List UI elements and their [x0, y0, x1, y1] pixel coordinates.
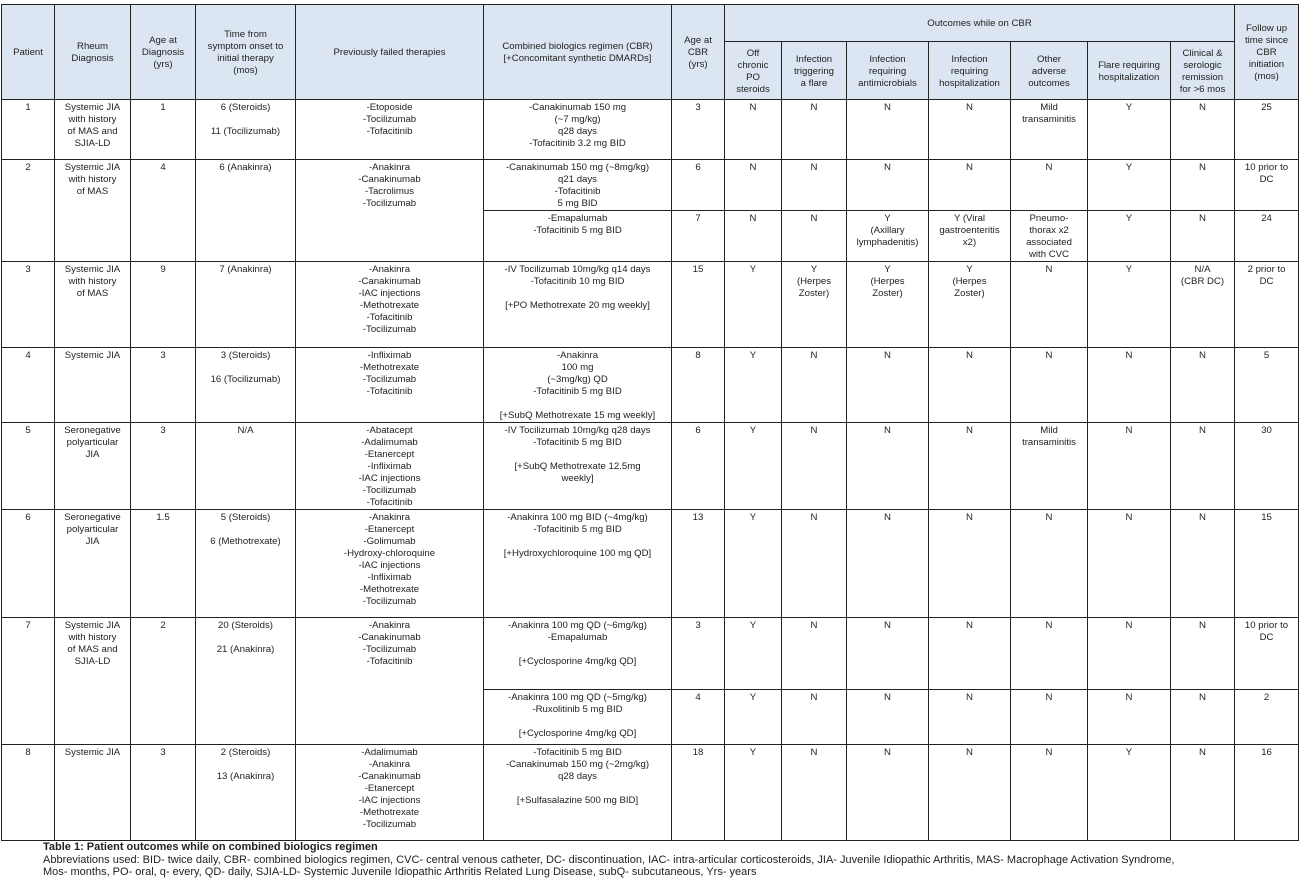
- remission-cell: N: [1171, 690, 1235, 745]
- infection-antimicrobials-cell: N: [847, 690, 929, 745]
- off-steroids-cell: Y: [725, 348, 782, 423]
- follow-up-cell: 30: [1235, 423, 1299, 510]
- infection-antimicrobials-cell: N: [847, 618, 929, 690]
- infection-flare-cell: N: [782, 348, 847, 423]
- infection-flare-cell: N: [782, 745, 847, 841]
- previously-failed-cell: -Etoposide -Tocilizumab -Tofacitinib: [296, 100, 484, 160]
- patient-number-cell: 8: [2, 745, 55, 841]
- other-adverse-cell: N: [1011, 745, 1088, 841]
- infection-antimicrobials-cell: N: [847, 423, 929, 510]
- age-at-diagnosis-cell: 4: [131, 160, 196, 262]
- age-at-cbr-cell: 15: [672, 262, 725, 348]
- header-infection-antimicrobials: Infection requiring antimicrobials: [847, 42, 929, 100]
- infection-antimicrobials-cell: N: [847, 160, 929, 211]
- patient-number-cell: 1: [2, 100, 55, 160]
- patient-number-cell: 6: [2, 510, 55, 618]
- flare-hospitalization-cell: Y: [1088, 262, 1171, 348]
- age-at-cbr-cell: 7: [672, 211, 725, 262]
- infection-flare-cell: Y (Herpes Zoster): [782, 262, 847, 348]
- infection-flare-cell: N: [782, 690, 847, 745]
- infection-flare-cell: N: [782, 618, 847, 690]
- header-cbr: Combined biologics regimen (CBR) [+Concomitant synthetic DMARDs]: [484, 5, 672, 100]
- time-to-therapy-cell: 5 (Steroids) 6 (Methotrexate): [196, 510, 296, 618]
- rheum-diagnosis-cell: Seronegative polyarticular JIA: [55, 510, 131, 618]
- follow-up-cell: 5: [1235, 348, 1299, 423]
- flare-hospitalization-cell: Y: [1088, 160, 1171, 211]
- follow-up-cell: 24: [1235, 211, 1299, 262]
- previously-failed-cell: -Anakinra -Canakinumab -Tocilizumab -Tofacitinib: [296, 618, 484, 745]
- previously-failed-cell: -Abatacept -Adalimumab -Etanercept -Infliximab -IAC injections -Tocilizumab -Tofacitinib: [296, 423, 484, 510]
- infection-hospitalization-cell: N: [929, 423, 1011, 510]
- infection-hospitalization-cell: N: [929, 618, 1011, 690]
- time-to-therapy-cell: 20 (Steroids) 21 (Anakinra): [196, 618, 296, 745]
- age-at-diagnosis-cell: 9: [131, 262, 196, 348]
- infection-flare-cell: N: [782, 211, 847, 262]
- infection-flare-cell: N: [782, 510, 847, 618]
- header-infection-hospitalization: Infection requiring hospitalization: [929, 42, 1011, 100]
- cbr-regimen-cell: -Emapalumab -Tofacitinib 5 mg BID: [484, 211, 672, 262]
- remission-cell: N: [1171, 745, 1235, 841]
- remission-cell: N: [1171, 211, 1235, 262]
- infection-antimicrobials-cell: N: [847, 510, 929, 618]
- table-row: [2, 423, 1299, 510]
- time-to-therapy-cell: 6 (Steroids) 11 (Tocilizumab): [196, 100, 296, 160]
- table-row: [2, 160, 1299, 211]
- header-other-adverse: Other adverse outcomes: [1011, 42, 1088, 100]
- other-adverse-cell: Pneumo- thorax x2 associated with CVC: [1011, 211, 1088, 262]
- header-follow-up: Follow up time since CBR initiation (mos): [1235, 5, 1299, 100]
- cbr-regimen-cell: -IV Tocilizumab 10mg/kg q28 days -Tofacitinib 5 mg BID [+SubQ Methotrexate 12.5mg weekly]: [484, 423, 672, 510]
- rheum-diagnosis-cell: Systemic JIA with history of MAS: [55, 160, 131, 262]
- header-remission: Clinical & serologic remission for >6 mos: [1171, 42, 1235, 100]
- rheum-diagnosis-cell: Systemic JIA with history of MAS: [55, 262, 131, 348]
- previously-failed-cell: -Anakinra -Canakinumab -IAC injections -Methotrexate -Tofacitinib -Tocilizumab: [296, 262, 484, 348]
- remission-cell: N: [1171, 348, 1235, 423]
- off-steroids-cell: Y: [725, 262, 782, 348]
- other-adverse-cell: Mild transaminitis: [1011, 100, 1088, 160]
- flare-hospitalization-cell: N: [1088, 348, 1171, 423]
- off-steroids-cell: Y: [725, 690, 782, 745]
- infection-flare-cell: N: [782, 160, 847, 211]
- remission-cell: N: [1171, 618, 1235, 690]
- infection-hospitalization-cell: Y (Herpes Zoster): [929, 262, 1011, 348]
- age-at-diagnosis-cell: 1: [131, 100, 196, 160]
- header-age-at-diagnosis: Age at Diagnosis (yrs): [131, 5, 196, 100]
- cbr-regimen-cell: -Anakinra 100 mg QD (~5mg/kg) -Ruxolitinib 5 mg BID [+Cyclosporine 4mg/kg QD]: [484, 690, 672, 745]
- off-steroids-cell: Y: [725, 745, 782, 841]
- off-steroids-cell: Y: [725, 618, 782, 690]
- remission-cell: N: [1171, 100, 1235, 160]
- previously-failed-cell: -Anakinra -Etanercept -Golimumab -Hydroxy-chloroquine -IAC injections -Infliximab -Methotrexate -Tocilizumab: [296, 510, 484, 618]
- header-patient: Patient: [2, 5, 55, 100]
- header-rheum-diagnosis: Rheum Diagnosis: [55, 5, 131, 100]
- table-row: [2, 745, 1299, 841]
- table-row: [2, 618, 1299, 690]
- infection-hospitalization-cell: N: [929, 160, 1011, 211]
- flare-hospitalization-cell: N: [1088, 618, 1171, 690]
- flare-hospitalization-cell: N: [1088, 423, 1171, 510]
- age-at-diagnosis-cell: 3: [131, 423, 196, 510]
- age-at-cbr-cell: 3: [672, 618, 725, 690]
- time-to-therapy-cell: 7 (Anakinra): [196, 262, 296, 348]
- header-infection-flare: Infection triggering a flare: [782, 42, 847, 100]
- cbr-regimen-cell: -Tofacitinib 5 mg BID -Canakinumab 150 mg (~2mg/kg) q28 days [+Sulfasalazine 500 mg BID]: [484, 745, 672, 841]
- infection-hospitalization-cell: N: [929, 100, 1011, 160]
- infection-flare-cell: N: [782, 423, 847, 510]
- infection-hospitalization-cell: N: [929, 745, 1011, 841]
- time-to-therapy-cell: 2 (Steroids) 13 (Anakinra): [196, 745, 296, 841]
- flare-hospitalization-cell: N: [1088, 690, 1171, 745]
- time-to-therapy-cell: 3 (Steroids) 16 (Tocilizumab): [196, 348, 296, 423]
- infection-hospitalization-cell: N: [929, 348, 1011, 423]
- age-at-cbr-cell: 18: [672, 745, 725, 841]
- patient-number-cell: 7: [2, 618, 55, 745]
- remission-cell: N: [1171, 510, 1235, 618]
- table-row: [2, 510, 1299, 618]
- off-steroids-cell: Y: [725, 510, 782, 618]
- other-adverse-cell: N: [1011, 348, 1088, 423]
- remission-cell: N/A (CBR DC): [1171, 262, 1235, 348]
- cbr-regimen-cell: -Canakinumab 150 mg (~7 mg/kg) q28 days -Tofacitinib 3.2 mg BID: [484, 100, 672, 160]
- table-row: [2, 262, 1299, 348]
- cbr-regimen-cell: -Anakinra 100 mg (~3mg/kg) QD -Tofacitinib 5 mg BID [+SubQ Methotrexate 15 mg weekly]: [484, 348, 672, 423]
- remission-cell: N: [1171, 160, 1235, 211]
- other-adverse-cell: Mild transaminitis: [1011, 423, 1088, 510]
- age-at-diagnosis-cell: 1.5: [131, 510, 196, 618]
- age-at-diagnosis-cell: 2: [131, 618, 196, 745]
- infection-flare-cell: N: [782, 100, 847, 160]
- previously-failed-cell: -Anakinra -Canakinumab -Tacrolimus -Tocilizumab: [296, 160, 484, 262]
- previously-failed-cell: -Adalimumab -Anakinra -Canakinumab -Etanercept -IAC injections -Methotrexate -Tocilizumab: [296, 745, 484, 841]
- table-caption: [43, 841, 1300, 879]
- header-flare-hospitalization: Flare requiring hospitalization: [1088, 42, 1171, 100]
- flare-hospitalization-cell: N: [1088, 510, 1171, 618]
- patient-number-cell: 4: [2, 348, 55, 423]
- age-at-diagnosis-cell: 3: [131, 745, 196, 841]
- patient-number-cell: 2: [2, 160, 55, 262]
- caption-abbreviations: Abbreviations used: BID- twice daily, CBR- combined biologics regimen, CVC- central venous catheter, DC- discontinuation, IAC- intra-articular corticosteroids, JIA- Juvenile Idiopathic Arthritis, MAS- Macrophage Activation Syndrome, Mos- months, PO- oral, q- every, QD- daily, SJIA-LD- Systemic Juvenile Idiopathic Arthritis Related Lung Disease, subQ- subcutaneous, Yrs- years: [43, 853, 1175, 878]
- other-adverse-cell: N: [1011, 160, 1088, 211]
- header-age-at-cbr: Age at CBR (yrs): [672, 5, 725, 100]
- age-at-cbr-cell: 6: [672, 423, 725, 510]
- patient-outcomes-table: [1, 4, 1299, 841]
- other-adverse-cell: N: [1011, 690, 1088, 745]
- patient-number-cell: 5: [2, 423, 55, 510]
- previously-failed-cell: -Infliximab -Methotrexate -Tocilizumab -Tofacitinib: [296, 348, 484, 423]
- patient-number-cell: 3: [2, 262, 55, 348]
- age-at-cbr-cell: 13: [672, 510, 725, 618]
- off-steroids-cell: N: [725, 211, 782, 262]
- time-to-therapy-cell: 6 (Anakinra): [196, 160, 296, 262]
- infection-antimicrobials-cell: N: [847, 348, 929, 423]
- infection-hospitalization-cell: Y (Viral gastroenteritis x2): [929, 211, 1011, 262]
- follow-up-cell: 2: [1235, 690, 1299, 745]
- cbr-regimen-cell: -Canakinumab 150 mg (~8mg/kg) q21 days -Tofacitinib 5 mg BID: [484, 160, 672, 211]
- table-body: [2, 100, 1299, 841]
- infection-antimicrobials-cell: N: [847, 100, 929, 160]
- remission-cell: N: [1171, 423, 1235, 510]
- cbr-regimen-cell: -Anakinra 100 mg QD (~6mg/kg) -Emapalumab [+Cyclosporine 4mg/kg QD]: [484, 618, 672, 690]
- age-at-diagnosis-cell: 3: [131, 348, 196, 423]
- header-outcomes-group: Outcomes while on CBR: [725, 5, 1235, 42]
- off-steroids-cell: N: [725, 160, 782, 211]
- other-adverse-cell: N: [1011, 262, 1088, 348]
- rheum-diagnosis-cell: Systemic JIA: [55, 745, 131, 841]
- infection-antimicrobials-cell: Y (Herpes Zoster): [847, 262, 929, 348]
- age-at-cbr-cell: 8: [672, 348, 725, 423]
- follow-up-cell: 10 prior to DC: [1235, 160, 1299, 211]
- flare-hospitalization-cell: Y: [1088, 211, 1171, 262]
- table-header: [2, 5, 1299, 100]
- table-row: [2, 348, 1299, 423]
- rheum-diagnosis-cell: Systemic JIA with history of MAS and SJIA-LD: [55, 618, 131, 745]
- table-row: [2, 100, 1299, 160]
- header-previously-failed: Previously failed therapies: [296, 5, 484, 100]
- follow-up-cell: 10 prior to DC: [1235, 618, 1299, 690]
- rheum-diagnosis-cell: Seronegative polyarticular JIA: [55, 423, 131, 510]
- follow-up-cell: 25: [1235, 100, 1299, 160]
- infection-antimicrobials-cell: Y (Axillary lymphadenitis): [847, 211, 929, 262]
- header-time-to-therapy: Time from symptom onset to initial therapy (mos): [196, 5, 296, 100]
- infection-antimicrobials-cell: N: [847, 745, 929, 841]
- infection-hospitalization-cell: N: [929, 510, 1011, 618]
- rheum-diagnosis-cell: Systemic JIA with history of MAS and SJIA-LD: [55, 100, 131, 160]
- caption-title: Table 1: Patient outcomes while on combined biologics regimen: [43, 841, 378, 853]
- age-at-cbr-cell: 4: [672, 690, 725, 745]
- follow-up-cell: 2 prior to DC: [1235, 262, 1299, 348]
- other-adverse-cell: N: [1011, 510, 1088, 618]
- cbr-regimen-cell: -IV Tocilizumab 10mg/kg q14 days -Tofacitinib 10 mg BID [+PO Methotrexate 20 mg weekly]: [484, 262, 672, 348]
- rheum-diagnosis-cell: Systemic JIA: [55, 348, 131, 423]
- time-to-therapy-cell: N/A: [196, 423, 296, 510]
- cbr-regimen-cell: -Anakinra 100 mg BID (~4mg/kg) -Tofacitinib 5 mg BID [+Hydroxychloroquine 100 mg QD]: [484, 510, 672, 618]
- infection-hospitalization-cell: N: [929, 690, 1011, 745]
- follow-up-cell: 16: [1235, 745, 1299, 841]
- age-at-cbr-cell: 6: [672, 160, 725, 211]
- off-steroids-cell: N: [725, 100, 782, 160]
- flare-hospitalization-cell: Y: [1088, 100, 1171, 160]
- flare-hospitalization-cell: Y: [1088, 745, 1171, 841]
- age-at-cbr-cell: 3: [672, 100, 725, 160]
- off-steroids-cell: Y: [725, 423, 782, 510]
- other-adverse-cell: N: [1011, 618, 1088, 690]
- follow-up-cell: 15: [1235, 510, 1299, 618]
- header-off-steroids: Off chronic PO steroids: [725, 42, 782, 100]
